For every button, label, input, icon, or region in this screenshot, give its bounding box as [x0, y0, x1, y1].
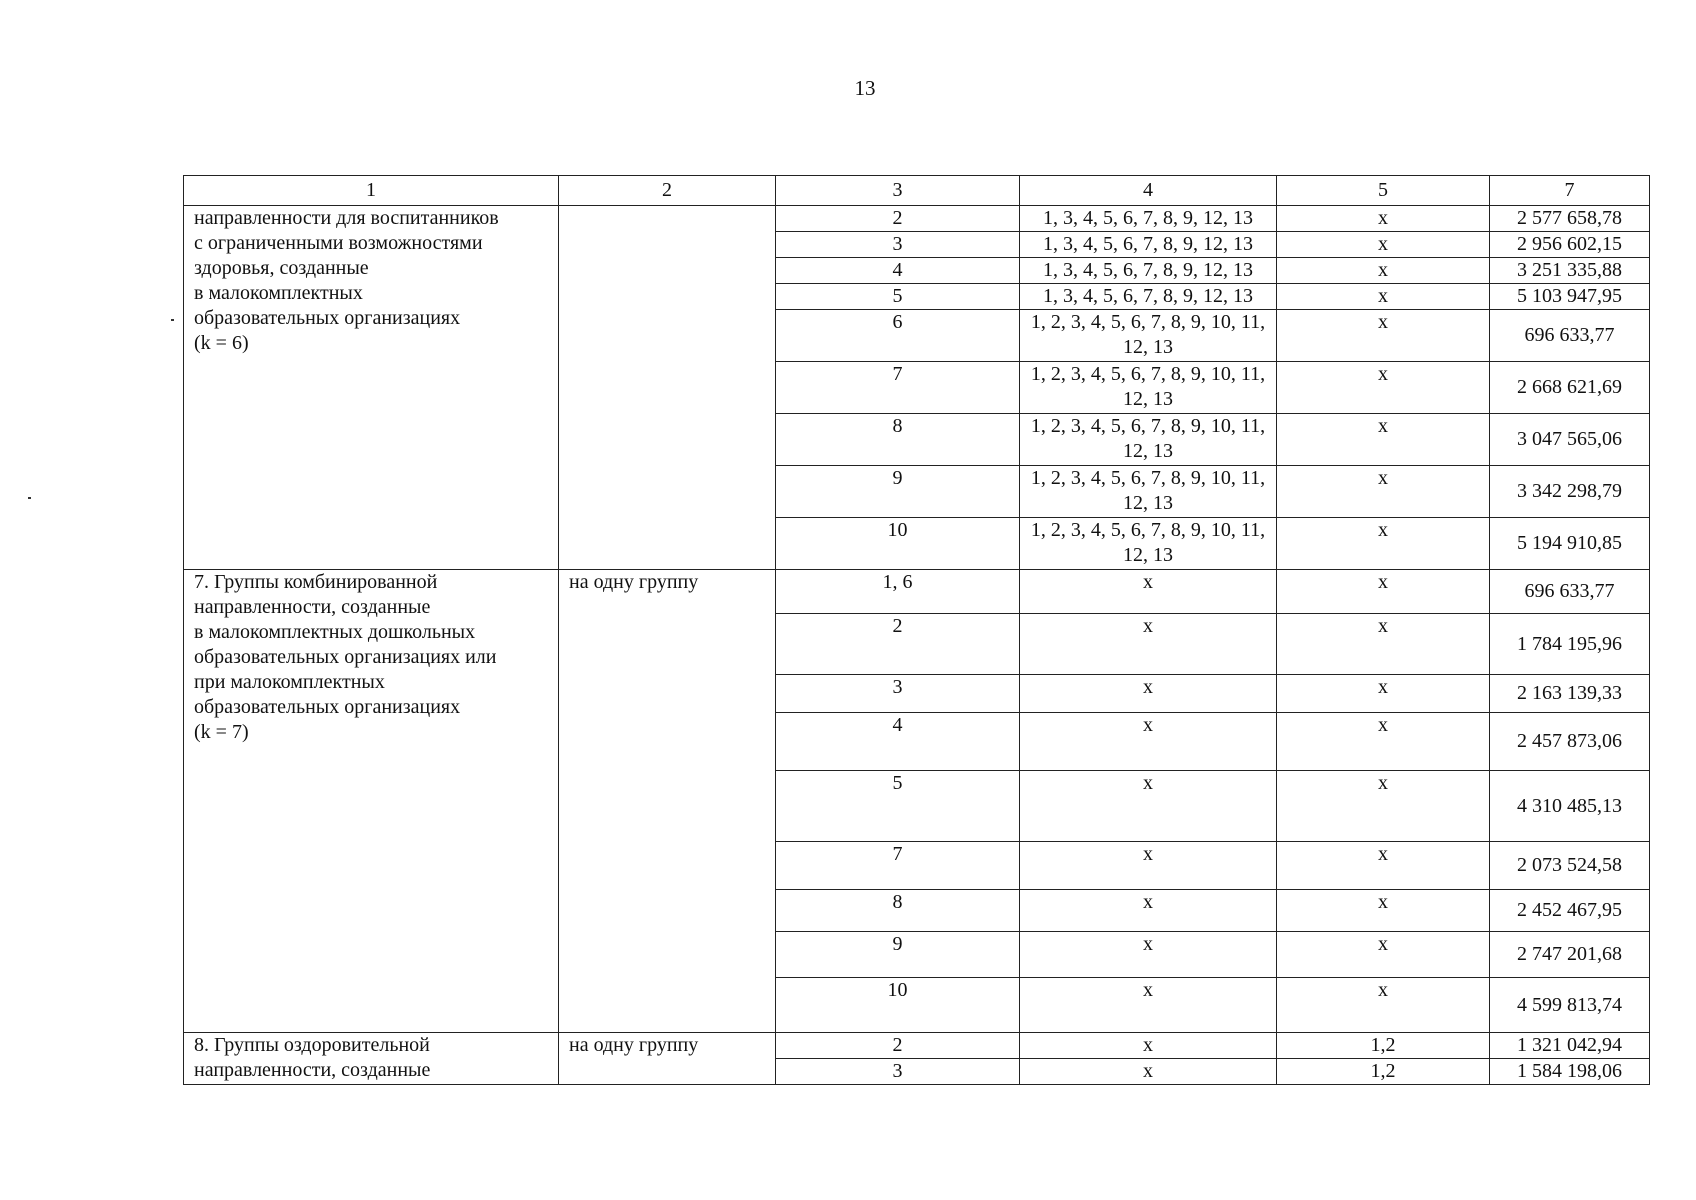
- column-header: 5: [1277, 176, 1490, 206]
- age-codes-cell: 1, 2, 3, 4, 5, 6, 7, 8, 9, 10, 11, 12, 13: [1020, 466, 1277, 518]
- table-row: [184, 206, 1650, 232]
- group-description: 8. Группы оздоровительной направленности, созданные: [184, 1033, 559, 1085]
- group-size-cell: 9: [776, 932, 1020, 978]
- amount-cell: 2 577 658,78: [1490, 206, 1650, 232]
- coefficient-cell: 1,2: [1277, 1033, 1490, 1059]
- age-codes-cell: 1, 2, 3, 4, 5, 6, 7, 8, 9, 10, 11, 12, 13: [1020, 310, 1277, 362]
- scan-speck: [171, 319, 174, 321]
- coefficient-cell: х: [1277, 258, 1490, 284]
- coefficient-cell: х: [1277, 284, 1490, 310]
- group-size-cell: 8: [776, 414, 1020, 466]
- age-codes-cell: 1, 2, 3, 4, 5, 6, 7, 8, 9, 10, 11, 12, 13: [1020, 518, 1277, 570]
- group-description: 7. Группы комбинированной направленности, созданные в малокомплектных дошкольных образовательных организациях или при малокомплектных образовательных организациях (k = 7): [184, 570, 559, 1033]
- age-codes-cell: 1, 2, 3, 4, 5, 6, 7, 8, 9, 10, 11, 12, 13: [1020, 362, 1277, 414]
- amount-cell: 3 342 298,79: [1490, 466, 1650, 518]
- amount-cell: 2 457 873,06: [1490, 713, 1650, 771]
- coefficient-cell: х: [1277, 890, 1490, 932]
- amount-cell: 2 747 201,68: [1490, 932, 1650, 978]
- coefficient-cell: х: [1277, 518, 1490, 570]
- amount-cell: 4 599 813,74: [1490, 978, 1650, 1033]
- coefficient-cell: х: [1277, 771, 1490, 842]
- group-size-cell: 10: [776, 518, 1020, 570]
- amount-cell: 2 163 139,33: [1490, 675, 1650, 713]
- group-size-cell: 7: [776, 842, 1020, 890]
- age-codes-cell: 1, 3, 4, 5, 6, 7, 8, 9, 12, 13: [1020, 206, 1277, 232]
- age-codes-cell: х: [1020, 978, 1277, 1033]
- column-header: 4: [1020, 176, 1277, 206]
- amount-cell: 696 633,77: [1490, 310, 1650, 362]
- age-codes-cell: х: [1020, 713, 1277, 771]
- group-size-cell: 3: [776, 232, 1020, 258]
- amount-cell: 1 584 198,06: [1490, 1059, 1650, 1085]
- group-size-cell: 8: [776, 890, 1020, 932]
- age-codes-cell: х: [1020, 842, 1277, 890]
- group-unit: [559, 206, 776, 570]
- age-codes-cell: 1, 3, 4, 5, 6, 7, 8, 9, 12, 13: [1020, 258, 1277, 284]
- coefficient-cell: х: [1277, 232, 1490, 258]
- amount-cell: 1 321 042,94: [1490, 1033, 1650, 1059]
- tariff-table: [183, 175, 1650, 1085]
- page-number: 13: [854, 76, 876, 100]
- group-unit: на одну группу: [559, 1033, 776, 1085]
- group-size-cell: 4: [776, 713, 1020, 771]
- coefficient-cell: х: [1277, 362, 1490, 414]
- column-header: 1: [184, 176, 559, 206]
- group-size-cell: 6: [776, 310, 1020, 362]
- group-size-cell: 5: [776, 771, 1020, 842]
- coefficient-cell: х: [1277, 978, 1490, 1033]
- age-codes-cell: х: [1020, 890, 1277, 932]
- amount-cell: 2 956 602,15: [1490, 232, 1650, 258]
- coefficient-cell: х: [1277, 713, 1490, 771]
- table-row: [184, 1033, 1650, 1059]
- amount-cell: 2 452 467,95: [1490, 890, 1650, 932]
- amount-cell: 3 251 335,88: [1490, 258, 1650, 284]
- amount-cell: 4 310 485,13: [1490, 771, 1650, 842]
- coefficient-cell: х: [1277, 414, 1490, 466]
- amount-cell: 5 194 910,85: [1490, 518, 1650, 570]
- group-size-cell: 3: [776, 1059, 1020, 1085]
- group-unit: на одну группу: [559, 570, 776, 1033]
- age-codes-cell: х: [1020, 771, 1277, 842]
- amount-cell: 5 103 947,95: [1490, 284, 1650, 310]
- amount-cell: 3 047 565,06: [1490, 414, 1650, 466]
- group-size-cell: 4: [776, 258, 1020, 284]
- group-size-cell: 7: [776, 362, 1020, 414]
- amount-cell: 1 784 195,96: [1490, 614, 1650, 675]
- age-codes-cell: х: [1020, 570, 1277, 614]
- table-row: [184, 570, 1650, 614]
- coefficient-cell: х: [1277, 675, 1490, 713]
- amount-cell: 2 668 621,69: [1490, 362, 1650, 414]
- age-codes-cell: х: [1020, 932, 1277, 978]
- group-size-cell: 10: [776, 978, 1020, 1033]
- column-header: 7: [1490, 176, 1650, 206]
- age-codes-cell: х: [1020, 1033, 1277, 1059]
- group-description: направленности для воспитанников с ограниченными возможностями здоровья, созданные в малокомплектных образовательных организациях (k = 6): [184, 206, 559, 570]
- column-header: 3: [776, 176, 1020, 206]
- amount-cell: 2 073 524,58: [1490, 842, 1650, 890]
- age-codes-cell: 1, 3, 4, 5, 6, 7, 8, 9, 12, 13: [1020, 284, 1277, 310]
- coefficient-cell: х: [1277, 206, 1490, 232]
- coefficient-cell: х: [1277, 932, 1490, 978]
- scan-speck: [28, 497, 31, 499]
- age-codes-cell: 1, 3, 4, 5, 6, 7, 8, 9, 12, 13: [1020, 232, 1277, 258]
- group-size-cell: 2: [776, 614, 1020, 675]
- amount-cell: 696 633,77: [1490, 570, 1650, 614]
- group-size-cell: 2: [776, 206, 1020, 232]
- group-size-cell: 9: [776, 466, 1020, 518]
- coefficient-cell: х: [1277, 614, 1490, 675]
- group-size-cell: 5: [776, 284, 1020, 310]
- age-codes-cell: 1, 2, 3, 4, 5, 6, 7, 8, 9, 10, 11, 12, 13: [1020, 414, 1277, 466]
- coefficient-cell: х: [1277, 842, 1490, 890]
- group-size-cell: 3: [776, 675, 1020, 713]
- group-size-cell: 1, 6: [776, 570, 1020, 614]
- column-header: 2: [559, 176, 776, 206]
- coefficient-cell: х: [1277, 570, 1490, 614]
- coefficient-cell: х: [1277, 310, 1490, 362]
- column-number-row: [184, 176, 1650, 206]
- age-codes-cell: х: [1020, 675, 1277, 713]
- group-size-cell: 2: [776, 1033, 1020, 1059]
- age-codes-cell: х: [1020, 614, 1277, 675]
- coefficient-cell: х: [1277, 466, 1490, 518]
- coefficient-cell: 1,2: [1277, 1059, 1490, 1085]
- age-codes-cell: х: [1020, 1059, 1277, 1085]
